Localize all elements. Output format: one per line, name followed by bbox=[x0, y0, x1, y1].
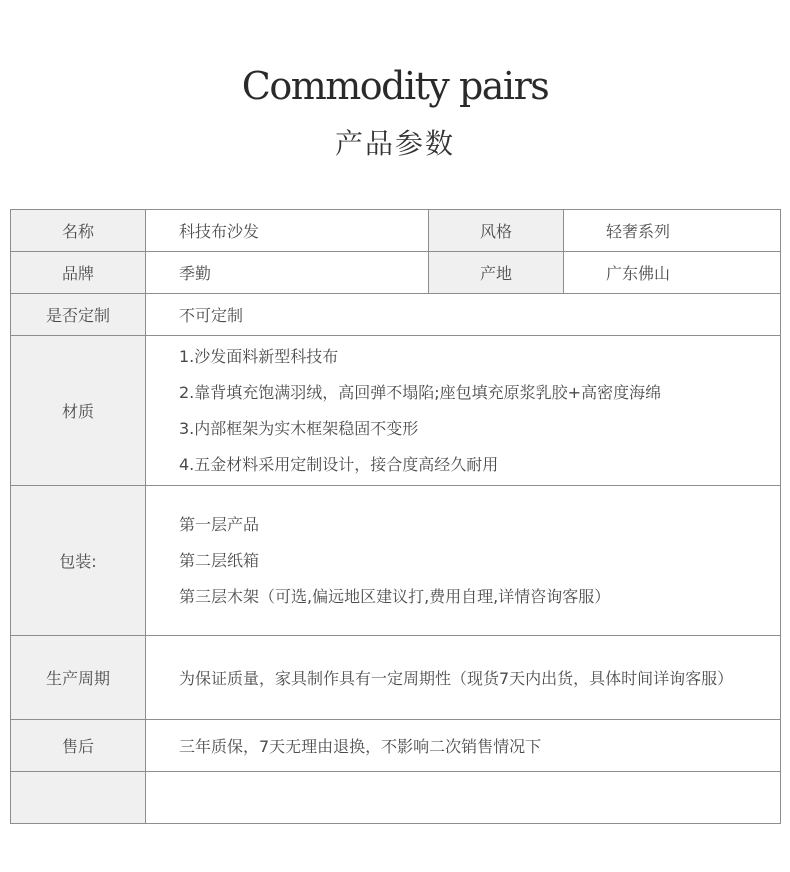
package-line-3: 第三层木架（可选,偏远地区建议打,费用自理,详情咨询客服） bbox=[179, 586, 611, 606]
brand-value: 季勤 bbox=[146, 252, 429, 294]
name-label: 名称 bbox=[11, 210, 146, 252]
cycle-value: 为保证质量，家具制作具有一定周期性（现货7天内出货，具体时间详询客服） bbox=[146, 636, 781, 720]
package-value bbox=[146, 486, 781, 636]
material-line-1: 1.沙发面料新型科技布 bbox=[179, 346, 339, 366]
row-aftersale bbox=[11, 720, 781, 772]
row-name-style bbox=[11, 210, 781, 252]
row-custom bbox=[11, 294, 781, 336]
origin-label: 产地 bbox=[429, 252, 564, 294]
style-label: 风格 bbox=[429, 210, 564, 252]
style-value: 轻奢系列 bbox=[564, 210, 781, 252]
material-line-3: 3.内部框架为实木框架稳固不变形 bbox=[179, 418, 419, 438]
row-brand-origin bbox=[11, 252, 781, 294]
title-english: Commodity pairs bbox=[241, 64, 549, 108]
custom-value: 不可定制 bbox=[146, 294, 781, 336]
material-line-4: 4.五金材料采用定制设计，接合度高经久耐用 bbox=[179, 454, 499, 474]
package-line-1: 第一层产品 bbox=[179, 514, 260, 534]
material-value bbox=[146, 336, 781, 486]
row-package bbox=[11, 486, 781, 636]
title-chinese: 产品参数 bbox=[334, 127, 455, 160]
name-value: 科技布沙发 bbox=[146, 210, 429, 252]
row-material bbox=[11, 336, 781, 486]
aftersale-value: 三年质保，7天无理由退换，不影响二次销售情况下 bbox=[146, 720, 781, 772]
spec-table bbox=[10, 209, 781, 824]
package-label: 包装: bbox=[11, 486, 146, 636]
row-cycle bbox=[11, 636, 781, 720]
empty-label-cell bbox=[11, 772, 146, 824]
origin-value: 广东佛山 bbox=[564, 252, 781, 294]
custom-label: 是否定制 bbox=[11, 294, 146, 336]
aftersale-label: 售后 bbox=[11, 720, 146, 772]
empty-value-cell bbox=[146, 772, 781, 824]
cycle-label: 生产周期 bbox=[11, 636, 146, 720]
package-line-2: 第二层纸箱 bbox=[179, 550, 260, 570]
brand-label: 品牌 bbox=[11, 252, 146, 294]
row-empty bbox=[11, 772, 781, 824]
material-label: 材质 bbox=[11, 336, 146, 486]
material-line-2: 2.靠背填充饱满羽绒，高回弹不塌陷;座包填充原浆乳胶+高密度海绵 bbox=[179, 382, 662, 402]
